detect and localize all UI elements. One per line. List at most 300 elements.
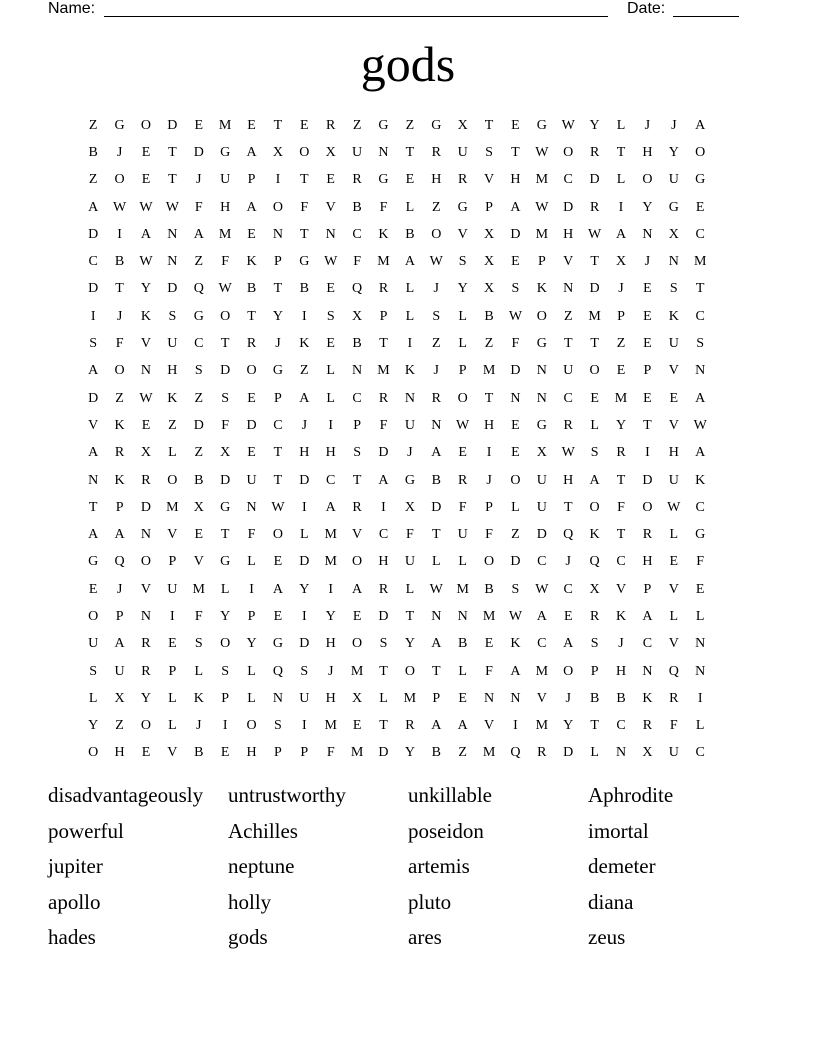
grid-letter: A [563, 636, 574, 652]
grid-letter: S [485, 144, 493, 160]
grid-letter: K [615, 608, 627, 624]
grid-letter: Q [563, 527, 574, 543]
grid-letter: W [535, 144, 549, 160]
grid-letter: O [246, 363, 257, 379]
grid-letter: Y [140, 281, 152, 297]
grid-letter: T [590, 336, 599, 352]
grid-letter: E [141, 417, 151, 433]
grid-letter: T [511, 144, 520, 160]
grid-letter: Y [140, 690, 152, 706]
grid-letter: U [404, 554, 415, 570]
grid-letter: A [378, 472, 389, 488]
worksheet-header [48, 0, 748, 20]
grid-letter: N [352, 363, 363, 379]
grid-letter: E [300, 117, 309, 133]
grid-letter: E [458, 690, 467, 706]
grid-letter: D [299, 472, 310, 488]
word-bank-item: untrustworthy [228, 783, 346, 807]
grid-letter: D [193, 144, 204, 160]
grid-letter: C [563, 172, 573, 188]
grid-letter: I [301, 718, 307, 734]
grid-letter: G [431, 117, 442, 133]
grid-letter: Z [616, 336, 626, 352]
grid-letter: M [377, 363, 390, 379]
grid-letter: C [642, 636, 653, 652]
grid-letter: X [352, 308, 363, 324]
grid-letter: T [247, 308, 256, 324]
grid-row [80, 330, 713, 357]
grid-letter: A [404, 254, 415, 270]
grid-letter: J [116, 308, 123, 324]
name-label: Name: [48, 0, 96, 17]
grid-letter: G [88, 554, 99, 570]
grid-letter: G [299, 254, 310, 270]
grid-letter: E [168, 636, 177, 652]
grid-letter: C [695, 745, 705, 761]
grid-letter: D [299, 636, 310, 652]
grid-letter: L [405, 308, 415, 324]
grid-letter: Y [220, 608, 231, 624]
grid-letter: S [379, 636, 388, 652]
grid-letter: Z [194, 390, 204, 406]
grid-letter: A [510, 663, 521, 679]
grid-letter: J [671, 117, 677, 133]
grid-letter: O [695, 144, 706, 160]
grid-letter: B [484, 581, 494, 597]
grid-letter: I [222, 718, 228, 734]
grid-letter: U [668, 172, 679, 188]
grid-letter: V [536, 690, 547, 706]
grid-letter: D [193, 417, 204, 433]
grid-letter: O [431, 226, 442, 242]
grid-letter: O [510, 472, 521, 488]
date-field-line[interactable] [673, 16, 739, 17]
grid-letter: C [616, 554, 626, 570]
grid-letter: S [669, 281, 678, 297]
grid-letter: M [535, 663, 549, 679]
grid-letter: O [88, 608, 99, 624]
grid-letter: M [377, 254, 390, 270]
grid-letter: W [165, 199, 179, 215]
grid-letter: R [589, 608, 600, 624]
grid-letter: K [695, 472, 706, 488]
grid-letter: E [273, 554, 283, 570]
grid-letter: X [668, 226, 679, 242]
grid-letter: T [220, 336, 230, 352]
grid-letter: C [616, 718, 626, 734]
grid-letter: Y [246, 636, 257, 652]
grid-letter: C [537, 554, 547, 570]
word-bank-item: demeter [588, 854, 656, 878]
grid-letter: T [590, 718, 599, 734]
grid-letter: D [88, 281, 99, 297]
grid-letter: G [272, 636, 283, 652]
grid-letter: V [325, 199, 336, 215]
grid-letter: M [324, 527, 337, 543]
grid-letter: U [536, 499, 547, 515]
grid-letter: X [483, 226, 495, 242]
grid-letter: A [589, 472, 600, 488]
grid-letter: N [140, 527, 152, 543]
grid-letter: C [563, 581, 573, 597]
grid-letter: D [431, 499, 442, 515]
grid-letter: R [378, 581, 389, 597]
grid-letter: G [220, 554, 231, 570]
grid-row [80, 713, 713, 740]
grid-letter: F [511, 336, 520, 352]
grid-letter: Y [457, 281, 468, 297]
grid-letter: E [141, 144, 151, 160]
grid-row [80, 467, 713, 494]
grid-letter: H [563, 226, 574, 242]
grid-letter: X [483, 254, 495, 270]
grid-letter: L [247, 663, 256, 679]
grid-letter: O [114, 172, 125, 188]
grid-letter: V [668, 417, 679, 433]
grid-letter: N [642, 226, 653, 242]
grid-letter: G [272, 363, 283, 379]
grid-letter: D [589, 281, 600, 297]
grid-letter: O [483, 554, 495, 570]
grid-letter: J [565, 554, 571, 570]
grid-letter: I [275, 172, 281, 188]
grid-letter: K [299, 336, 310, 352]
grid-letter: A [246, 199, 257, 215]
grid-letter: I [249, 581, 254, 597]
grid-letter: V [88, 417, 99, 433]
grid-letter: D [140, 499, 152, 515]
grid-letter: W [218, 281, 232, 297]
grid-letter: P [168, 554, 177, 570]
grid-letter: V [483, 172, 495, 188]
grid-letter: Q [589, 554, 600, 570]
grid-letter: A [88, 199, 99, 215]
grid-letter: P [590, 663, 599, 679]
grid-letter: M [218, 117, 232, 133]
grid-letter: T [168, 144, 177, 160]
grid-letter: T [563, 499, 573, 515]
grid-letter: Y [404, 745, 415, 761]
grid-letter: R [326, 117, 336, 133]
grid-letter: X [325, 144, 336, 160]
grid-letter: P [353, 417, 361, 433]
grid-letter: D [246, 417, 257, 433]
grid-row [80, 494, 713, 521]
grid-letter: W [561, 445, 575, 461]
grid-letter: T [563, 336, 573, 352]
grid-letter: K [378, 226, 389, 242]
grid-letter: Y [563, 718, 574, 734]
grid-letter: K [167, 390, 178, 406]
grid-letter: P [300, 745, 309, 761]
grid-letter: J [196, 172, 202, 188]
grid-letter: U [404, 417, 415, 433]
grid-letter: X [352, 690, 363, 706]
grid-letter: O [642, 172, 653, 188]
grid-letter: R [589, 199, 600, 215]
grid-letter: P [485, 499, 493, 515]
grid-letter: D [563, 745, 574, 761]
grid-row [80, 576, 713, 603]
grid-letter: Z [115, 718, 124, 734]
grid-letter: W [508, 608, 523, 624]
grid-letter: F [379, 417, 388, 433]
grid-row [80, 740, 713, 767]
grid-letter: R [431, 390, 441, 406]
grid-letter: J [196, 718, 202, 734]
grid-letter: M [350, 663, 364, 679]
grid-letter: A [457, 718, 468, 734]
grid-letter: J [433, 363, 439, 379]
grid-letter: V [668, 363, 679, 379]
grid-letter: E [326, 281, 335, 297]
grid-letter: G [220, 499, 231, 515]
grid-letter: D [88, 390, 99, 406]
grid-letter: F [326, 745, 335, 761]
grid-letter: M [614, 390, 628, 406]
grid-letter: O [167, 472, 178, 488]
grid-letter: I [328, 581, 334, 597]
grid-letter: E [141, 172, 151, 188]
grid-letter: X [193, 499, 204, 515]
grid-letter: A [642, 608, 653, 624]
grid-letter: J [116, 581, 123, 597]
grid-letter: K [510, 636, 521, 652]
grid-letter: J [644, 254, 651, 270]
grid-letter: C [88, 254, 98, 270]
grid-letter: H [668, 445, 679, 461]
grid-letter: O [140, 718, 152, 734]
grid-letter: S [353, 445, 361, 461]
grid-letter: S [458, 254, 467, 270]
grid-letter: N [695, 663, 706, 679]
grid-letter: B [194, 745, 204, 761]
grid-letter: N [431, 417, 442, 433]
grid-letter: N [510, 390, 521, 406]
grid-letter: O [220, 308, 231, 324]
grid-letter: S [194, 636, 203, 652]
grid-letter: E [220, 745, 230, 761]
grid-letter: D [378, 745, 389, 761]
grid-letter: C [352, 390, 362, 406]
grid-letter: N [431, 608, 442, 624]
grid-letter: E [326, 172, 335, 188]
grid-letter: Z [88, 117, 98, 133]
grid-letter: R [563, 417, 573, 433]
grid-letter: E [247, 390, 256, 406]
word-bank-item: poseidon [408, 818, 484, 843]
grid-letter: O [563, 663, 574, 679]
grid-letter: L [590, 417, 599, 433]
grid-letter: U [167, 581, 178, 597]
grid-letter: G [536, 417, 547, 433]
grid-letter: C [563, 390, 573, 406]
grid-letter: N [140, 608, 152, 624]
grid-letter: E [695, 581, 705, 597]
grid-letter: K [668, 308, 679, 324]
grid-letter: E [326, 336, 335, 352]
grid-letter: H [325, 690, 336, 706]
grid-letter: U [352, 144, 363, 160]
grid-letter: R [141, 663, 151, 679]
grid-letter: T [484, 390, 494, 406]
word-bank-item: gods [228, 925, 268, 949]
grid-letter: U [536, 472, 547, 488]
grid-letter: P [274, 390, 282, 406]
grid-letter: A [352, 581, 363, 597]
grid-letter: T [616, 527, 626, 543]
grid-letter: E [511, 445, 520, 461]
date-label: Date: [627, 0, 666, 17]
grid-letter: B [352, 199, 362, 215]
grid-letter: B [484, 308, 494, 324]
grid-letter: S [89, 336, 98, 352]
grid-letter: A [114, 636, 125, 652]
grid-letter: I [301, 499, 307, 515]
grid-letter: L [695, 718, 705, 734]
grid-letter: F [115, 336, 124, 352]
grid-letter: T [352, 472, 362, 488]
grid-letter: P [274, 254, 282, 270]
grid-letter: F [669, 718, 678, 734]
grid-letter: R [352, 499, 362, 515]
grid-letter: E [669, 390, 679, 406]
grid-letter: D [220, 363, 231, 379]
grid-letter: D [510, 363, 521, 379]
grid-letter: A [88, 363, 99, 379]
grid-letter: L [431, 554, 441, 570]
grid-letter: E [88, 581, 98, 597]
grid-letter: H [615, 663, 627, 679]
grid-letter: C [537, 636, 547, 652]
grid-letter: J [618, 281, 624, 297]
grid-letter: C [695, 226, 705, 242]
grid-letter: E [247, 117, 256, 133]
grid-letter: I [645, 445, 650, 461]
grid-letter: S [89, 663, 98, 679]
grid-letter: Y [404, 636, 415, 652]
grid-letter: Z [88, 172, 98, 188]
grid-letter: L [300, 527, 309, 543]
grid-letter: U [167, 336, 178, 352]
grid-letter: K [642, 690, 653, 706]
grid-letter: H [483, 417, 495, 433]
grid-letter: T [273, 472, 283, 488]
grid-letter: W [429, 581, 443, 597]
grid-letter: G [695, 527, 706, 543]
word-bank-item: neptune [228, 854, 295, 878]
grid-letter: R [431, 144, 441, 160]
grid-letter: F [221, 417, 230, 433]
grid-letter: T [273, 117, 283, 133]
grid-letter: N [378, 144, 389, 160]
grid-letter: B [88, 144, 98, 160]
grid-letter: A [325, 499, 336, 515]
grid-letter: Y [88, 718, 99, 734]
grid-letter: A [510, 199, 521, 215]
grid-letter: H [167, 363, 178, 379]
grid-letter: S [432, 308, 441, 324]
grid-letter: M [482, 363, 496, 379]
grid-letter: S [590, 445, 599, 461]
grid-letter: F [221, 254, 230, 270]
grid-letter: A [193, 226, 204, 242]
grid-letter: O [457, 390, 468, 406]
grid-letter: F [194, 199, 203, 215]
grid-letter: P [115, 608, 124, 624]
grid-letter: K [193, 690, 204, 706]
grid-letter: E [484, 636, 494, 652]
grid-row [80, 549, 713, 576]
grid-letter: I [90, 308, 96, 324]
grid-letter: H [510, 172, 521, 188]
grid-letter: Q [352, 281, 363, 297]
grid-letter: R [114, 445, 125, 461]
grid-letter: F [353, 254, 361, 270]
grid-letter: T [300, 226, 309, 242]
grid-letter: T [379, 336, 388, 352]
grid-letter: L [590, 745, 599, 761]
grid-letter: A [88, 445, 99, 461]
grid-letter: E [616, 363, 626, 379]
grid-letter: I [381, 499, 386, 515]
grid-letter: T [168, 172, 177, 188]
grid-letter: Y [668, 144, 679, 160]
grid-letter: O [140, 117, 152, 133]
grid-letter: N [695, 363, 706, 379]
grid-letter: R [537, 745, 547, 761]
grid-letter: Q [272, 663, 283, 679]
grid-letter: I [618, 199, 624, 215]
name-field-line[interactable] [104, 16, 608, 17]
grid-letter: P [458, 363, 467, 379]
grid-letter: O [220, 636, 231, 652]
grid-letter: X [589, 581, 600, 597]
grid-letter: U [246, 472, 257, 488]
grid-letter: Z [511, 527, 520, 543]
grid-row [80, 167, 713, 194]
grid-letter: H [431, 172, 442, 188]
grid-letter: R [589, 144, 600, 160]
grid-letter: D [510, 226, 521, 242]
grid-letter: O [642, 499, 653, 515]
grid-letter: O [246, 718, 257, 734]
grid-letter: M [192, 581, 205, 597]
grid-letter: L [695, 608, 705, 624]
grid-letter: H [114, 745, 125, 761]
grid-letter: B [431, 472, 441, 488]
grid-letter: C [194, 336, 204, 352]
grid-letter: Y [272, 308, 283, 324]
grid-letter: R [642, 718, 653, 734]
grid-letter: Y [299, 581, 310, 597]
grid-letter: L [326, 390, 335, 406]
grid-letter: W [508, 308, 523, 324]
grid-letter: L [405, 199, 415, 215]
grid-letter: G [378, 117, 389, 133]
grid-letter: B [616, 690, 626, 706]
grid-row [80, 221, 713, 248]
grid-letter: C [695, 308, 705, 324]
word-bank-item: diana [588, 889, 634, 914]
grid-letter: J [275, 336, 281, 352]
grid-letter: R [141, 636, 151, 652]
grid-letter: T [273, 281, 283, 297]
grid-letter: D [167, 281, 178, 297]
grid-letter: X [642, 745, 653, 761]
grid-letter: X [536, 445, 547, 461]
word-bank-item: disadvantageously [48, 783, 204, 807]
